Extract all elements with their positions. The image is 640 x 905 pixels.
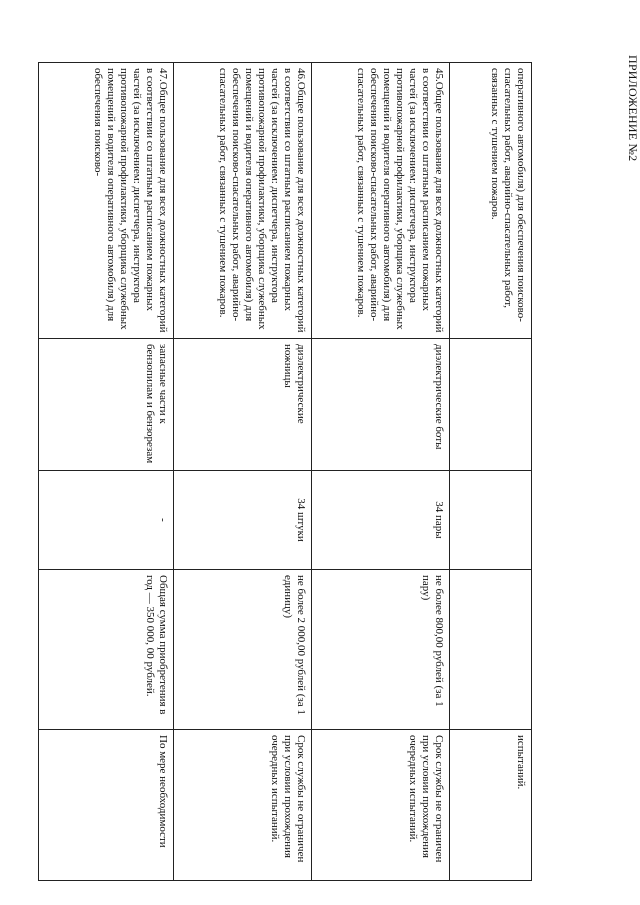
table-row [174,63,312,881]
quantity-cell: - [39,471,174,570]
service-life-cell: Срок службы не ограничен при условии прохождения очередных испытаний. [174,730,312,881]
price-cell: Общая сумма приобретения в год — 350 000, 00 рублей. [39,570,174,730]
item-cell: запасные части к бензопилам и бензорезам [39,339,174,471]
description-cell: 46.Общее пользование для всех должностных категорий в соответствии со штатным расписанием пожарных частей (за исключением: диспетчера, инструктора противопожарной профилактики, уборщика служебных помещений и водителя оперативного автомобиля) для обеспечения поисково-спасательных работ, аварийно-спасательных работ, связанных с тушением пожаров. [174,63,312,339]
service-life-cell: По мере необходимости [39,730,174,881]
description-cell: 47.Общее пользование для всех должностных категорий в соответствии со штатным расписанием пожарных частей (за исключением: диспетчера, инструктора противопожарной профилактики, уборщика служебных помещений и водителя оперативного автомобиля) для обеспечения поисково- [39,63,174,339]
equipment-table [38,62,532,881]
service-life-cell: испытаний. [450,730,532,881]
quantity-cell: 34 пары [312,471,450,570]
description-cell: оперативного автомобиля) для обеспечения поисково-спасательных работ, аварийно-спасательных работ, связанных с тушением пожаров. [450,63,532,339]
table-row [450,63,532,881]
quantity-cell [450,471,532,570]
quantity-cell: 34 штуки [174,471,312,570]
table-row [312,63,450,881]
price-cell: не более 800,00 рублей (за 1 пару) [312,570,450,730]
appendix-title: ПРИЛОЖЕНИЕ №2 [626,55,640,162]
item-cell [450,339,532,471]
service-life-cell: Срок службы не ограничен при условии прохождения очередных испытаний. [312,730,450,881]
item-cell: диэлектрические ножницы [174,339,312,471]
description-cell: 45.Общее пользование для всех должностных категорий в соответствии со штатным расписанием пожарных частей (за исключением: диспетчера, инструктора противопожарной профилактики, уборщика служебных помещений и водителя оперативного автомобиля) для обеспечения поисково-спасательных работ, аварийно-спасательных работ, связанных с тушением пожаров. [312,63,450,339]
table-row [39,63,174,881]
item-cell: диэлектрические боты [312,339,450,471]
price-cell: не более 2 000,00 рублей (за 1 единицу) [174,570,312,730]
price-cell [450,570,532,730]
